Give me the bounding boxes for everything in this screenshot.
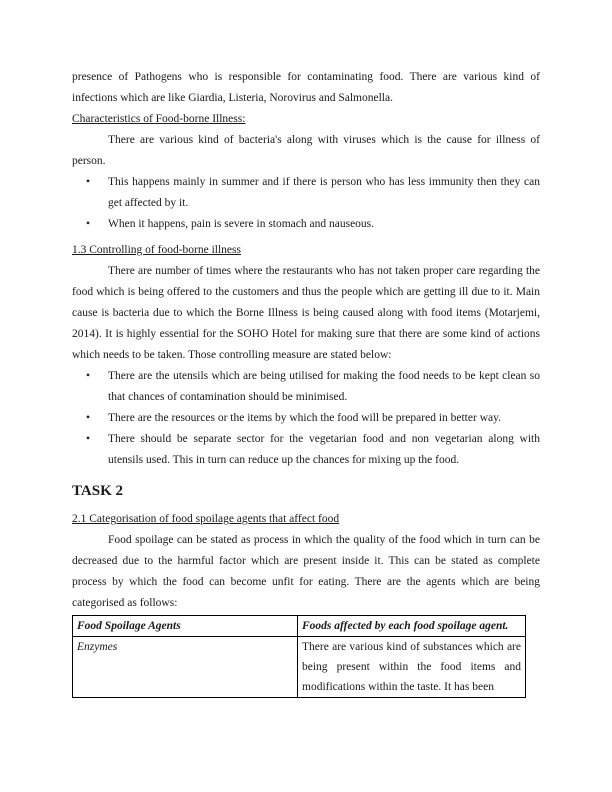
bullet-icon: • (86, 433, 91, 445)
controlling-heading: 1.3 Controlling of food-borne illness (72, 244, 241, 256)
list-item: • This happens mainly in summer and if there is person who has less immunity then they can get affected by it. (72, 172, 540, 214)
task-paragraph: Food spoilage can be stated as process in which the quality of the food which in turn can be decreased due to the harmful factor which are present inside it. This can be stated as complete process by which the food can become unfit for eating. There are the agents which are being categorised as follows: (72, 534, 540, 609)
table-header-cell: Foods affected by each food spoilage agent. (298, 616, 526, 637)
document-page (72, 67, 540, 698)
characteristics-heading: Characteristics of Food-borne Illness: (72, 113, 246, 125)
intro-paragraph: presence of Pathogens who is responsible for contaminating food. There are various kind of infections which are like Giardia, Listeria, Norovirus and Salmonella. (72, 71, 540, 104)
list-item: • There are the utensils which are being utilised for making the food needs to be kept clean so that chances of contamination should be minimised. (72, 366, 540, 408)
characteristics-paragraph: There are various kind of bacteria's along with viruses which is the cause for illness of person. (72, 134, 540, 167)
table-header-row (73, 616, 526, 637)
controlling-paragraph: There are number of times where the restaurants who has not taken proper care regarding the food which is being offered to the customers and thus the people which are getting ill due to it. Main cause is bacteria due to which the Borne Illness is being caused along with food items (Motarjemi, 2014). It is highly essential for the SOHO Hotel for making sure that there are some kind of actions which needs to be taken. Those controlling measure are stated below: (72, 265, 540, 361)
bullet-icon: • (86, 370, 91, 382)
list-item: • There should be separate sector for the vegetarian food and non vegetarian along with utensils used. This in turn can reduce up the chances for mixing up the food. (72, 429, 540, 471)
list-item: • When it happens, pain is severe in stomach and nauseous. (72, 214, 540, 235)
bullet-icon: • (86, 176, 91, 188)
table-cell: Enzymes (73, 637, 298, 698)
task-subheading: 2.1 Categorisation of food spoilage agents that affect food (72, 513, 340, 525)
bullet-icon: • (86, 412, 91, 424)
table-header-cell: Food Spoilage Agents (73, 616, 298, 637)
task-title: TASK 2 (72, 483, 123, 499)
bullet-icon: • (86, 218, 91, 230)
table-row (73, 637, 526, 698)
list-item: • There are the resources or the items by which the food will be prepared in better way. (72, 408, 540, 429)
table-cell: There are various kind of substances which are being present within the food items and modifications within the taste. It has been (298, 637, 526, 698)
spoilage-agents-table (72, 615, 526, 698)
